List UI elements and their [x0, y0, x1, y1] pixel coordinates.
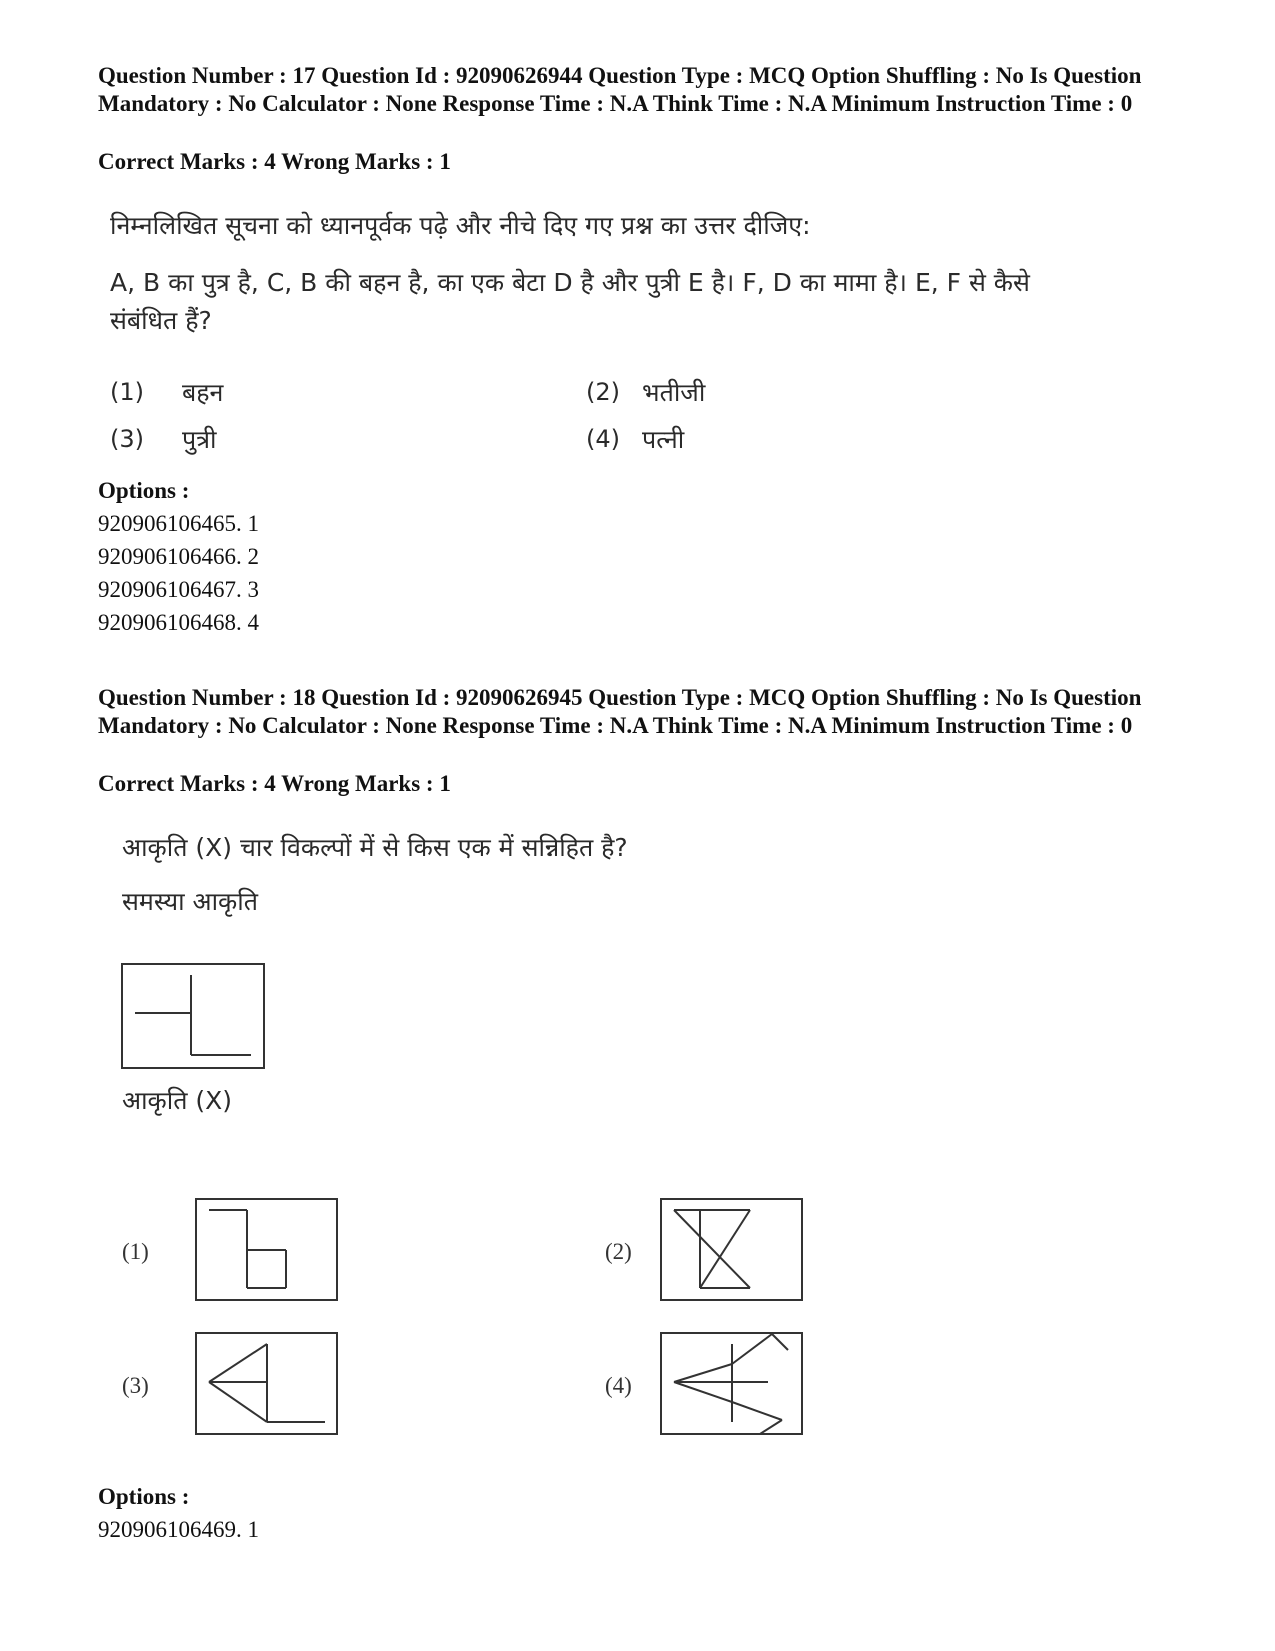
choice-figure-3 [195, 1332, 338, 1435]
q17-question: A, B का पुत्र है, C, B की बहन है, का एक बेटा D है और पुत्री E है। F, D का मामा है। E, F से कैसे संबंधित हैं? [110, 268, 1030, 335]
q17-marks: Correct Marks : 4 Wrong Marks : 1 [98, 149, 451, 174]
q18-options-label: Options : [98, 1484, 190, 1509]
q17-option-3: 920906106467. 3 [98, 577, 259, 602]
figure-x-label: आकृति (X) [122, 1086, 233, 1115]
q18-choice-label-2: (2) [605, 1239, 632, 1264]
choice-figure-1 [195, 1198, 338, 1301]
q17-meta: Question Number : 17 Question Id : 92090626944 Question Type : MCQ Option Shuffling : No Is Question Mandatory : No Calculator : None Response Time : N.A Think Time : N.A Minimum Instruction Time : 0 [98, 63, 1142, 116]
choice-figure-2 [660, 1198, 803, 1301]
choice-number: (2) [586, 378, 620, 406]
q18-marks: Correct Marks : 4 Wrong Marks : 1 [98, 771, 451, 796]
figure-x [121, 963, 265, 1069]
q18-question: आकृति (X) चार विकल्पों में से किस एक में सन्निहित है? [122, 833, 628, 862]
choice-number: (3) [110, 425, 144, 453]
q17-instruction: निम्नलिखित सूचना को ध्यानपूर्वक पढ़े और नीचे दिए गए प्रश्न का उत्तर दीजिए: [110, 211, 811, 240]
q18-option-1: 920906106469. 1 [98, 1517, 259, 1542]
q18-choice-label-3: (3) [122, 1373, 149, 1398]
q17-option-1: 920906106465. 1 [98, 511, 259, 536]
q17-options-label: Options : [98, 478, 190, 503]
choice-number: (4) [586, 425, 620, 453]
choice-text: भतीजी [642, 378, 706, 407]
q18-meta: Question Number : 18 Question Id : 92090626945 Question Type : MCQ Option Shuffling : No Is Question Mandatory : No Calculator : None Response Time : N.A Think Time : N.A Minimum Instruction Time : 0 [98, 685, 1142, 738]
q18-choice-label-1: (1) [122, 1239, 149, 1264]
q17-option-4: 920906106468. 4 [98, 610, 259, 635]
choice-text: बहन [182, 378, 224, 407]
q18-choice-label-4: (4) [605, 1373, 632, 1398]
q17-option-2: 920906106466. 2 [98, 544, 259, 569]
choice-figure-4 [660, 1332, 803, 1435]
choice-number: (1) [110, 378, 144, 406]
choice-text: पुत्री [182, 425, 217, 454]
choice-text: पत्नी [642, 425, 685, 454]
problem-figure-label: समस्या आकृति [122, 887, 258, 916]
